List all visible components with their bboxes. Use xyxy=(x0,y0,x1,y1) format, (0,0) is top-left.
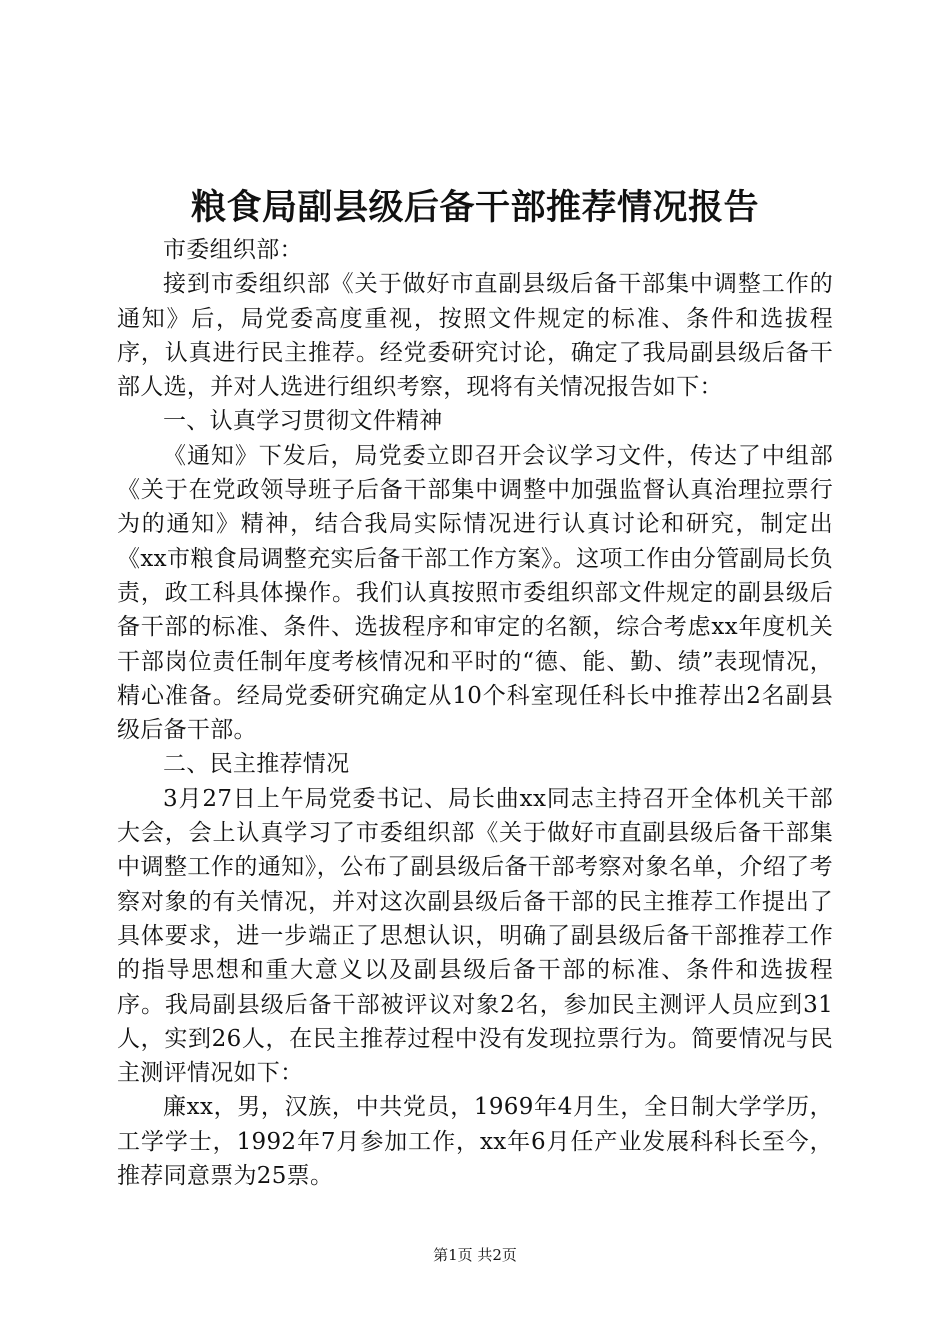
section-heading-1: 一、认真学习贯彻文件精神 xyxy=(163,408,443,435)
intro-paragraph: 接到市委组织部《关于做好市直副县级后备干部集中调整工作的通知》后，局党委高度重视，按照文件规定的标准、条件和选拔程序，认真进行民主推荐。经党委研究讨论，确定了我局副县级后备干部人选，并对人选进行组织考察，现将有关情况报告如下： xyxy=(117,271,833,401)
candidate-paragraph: 廉xx，男，汉族，中共党员，1969年4月生，全日制大学学历，工学学士，1992年7月参加工作，xx年6月任产业发展科科长至今，推荐同意票为25票。 xyxy=(117,1094,833,1190)
section-2-paragraph: 3月27日上午局党委书记、局长曲xx同志主持召开全体机关干部大会，会上认真学习了市委组织部《关于做好市直副县级后备干部集中调整工作的通知》，公布了副县级后备干部考察对象名单，介绍了考察对象的有关情况，并对这次副县级后备干部的民主推荐工作提出了具体要求，进一步端正了思想认识，明确了副县级后备干部推荐工作的指导思想和重大意义以及副县级后备干部的标准、条件和选拔程序。我局副县级后备干部被评议对象2名，参加民主测评人员应到31人，实到26人，在民主推荐过程中没有发现拉票行为。简要情况与民主测评情况如下： xyxy=(117,785,833,1087)
section-heading-2: 二、民主推荐情况 xyxy=(163,751,350,778)
document-title: 粮食局副县级后备干部推荐情况报告 xyxy=(190,188,759,228)
document-body xyxy=(117,233,833,1193)
section-1-paragraph: 《通知》下发后，局党委立即召开会议学习文件，传达了中组部《关于在党政领导班子后备干部集中调整中加强监督认真治理拉票行为的通知》精神，结合我局实际情况进行认真讨论和研究，制定出《xx市粮食局调整充实后备干部工作方案》。这项工作由分管副局长负责，政工科具体操作。我们认真按照市委组织部文件规定的副县级后备干部的标准、条件、选拔程序和审定的名额，综合考虑xx年度机关干部岗位责任制年度考核情况和平时的“德、能、勤、绩”表现情况，精心准备。经局党委研究确定从10个科室现任科长中推荐出2名副县级后备干部。 xyxy=(117,442,833,744)
page-footer: 第1页 共2页 xyxy=(433,1246,517,1264)
salutation: 市委组织部： xyxy=(163,237,303,263)
